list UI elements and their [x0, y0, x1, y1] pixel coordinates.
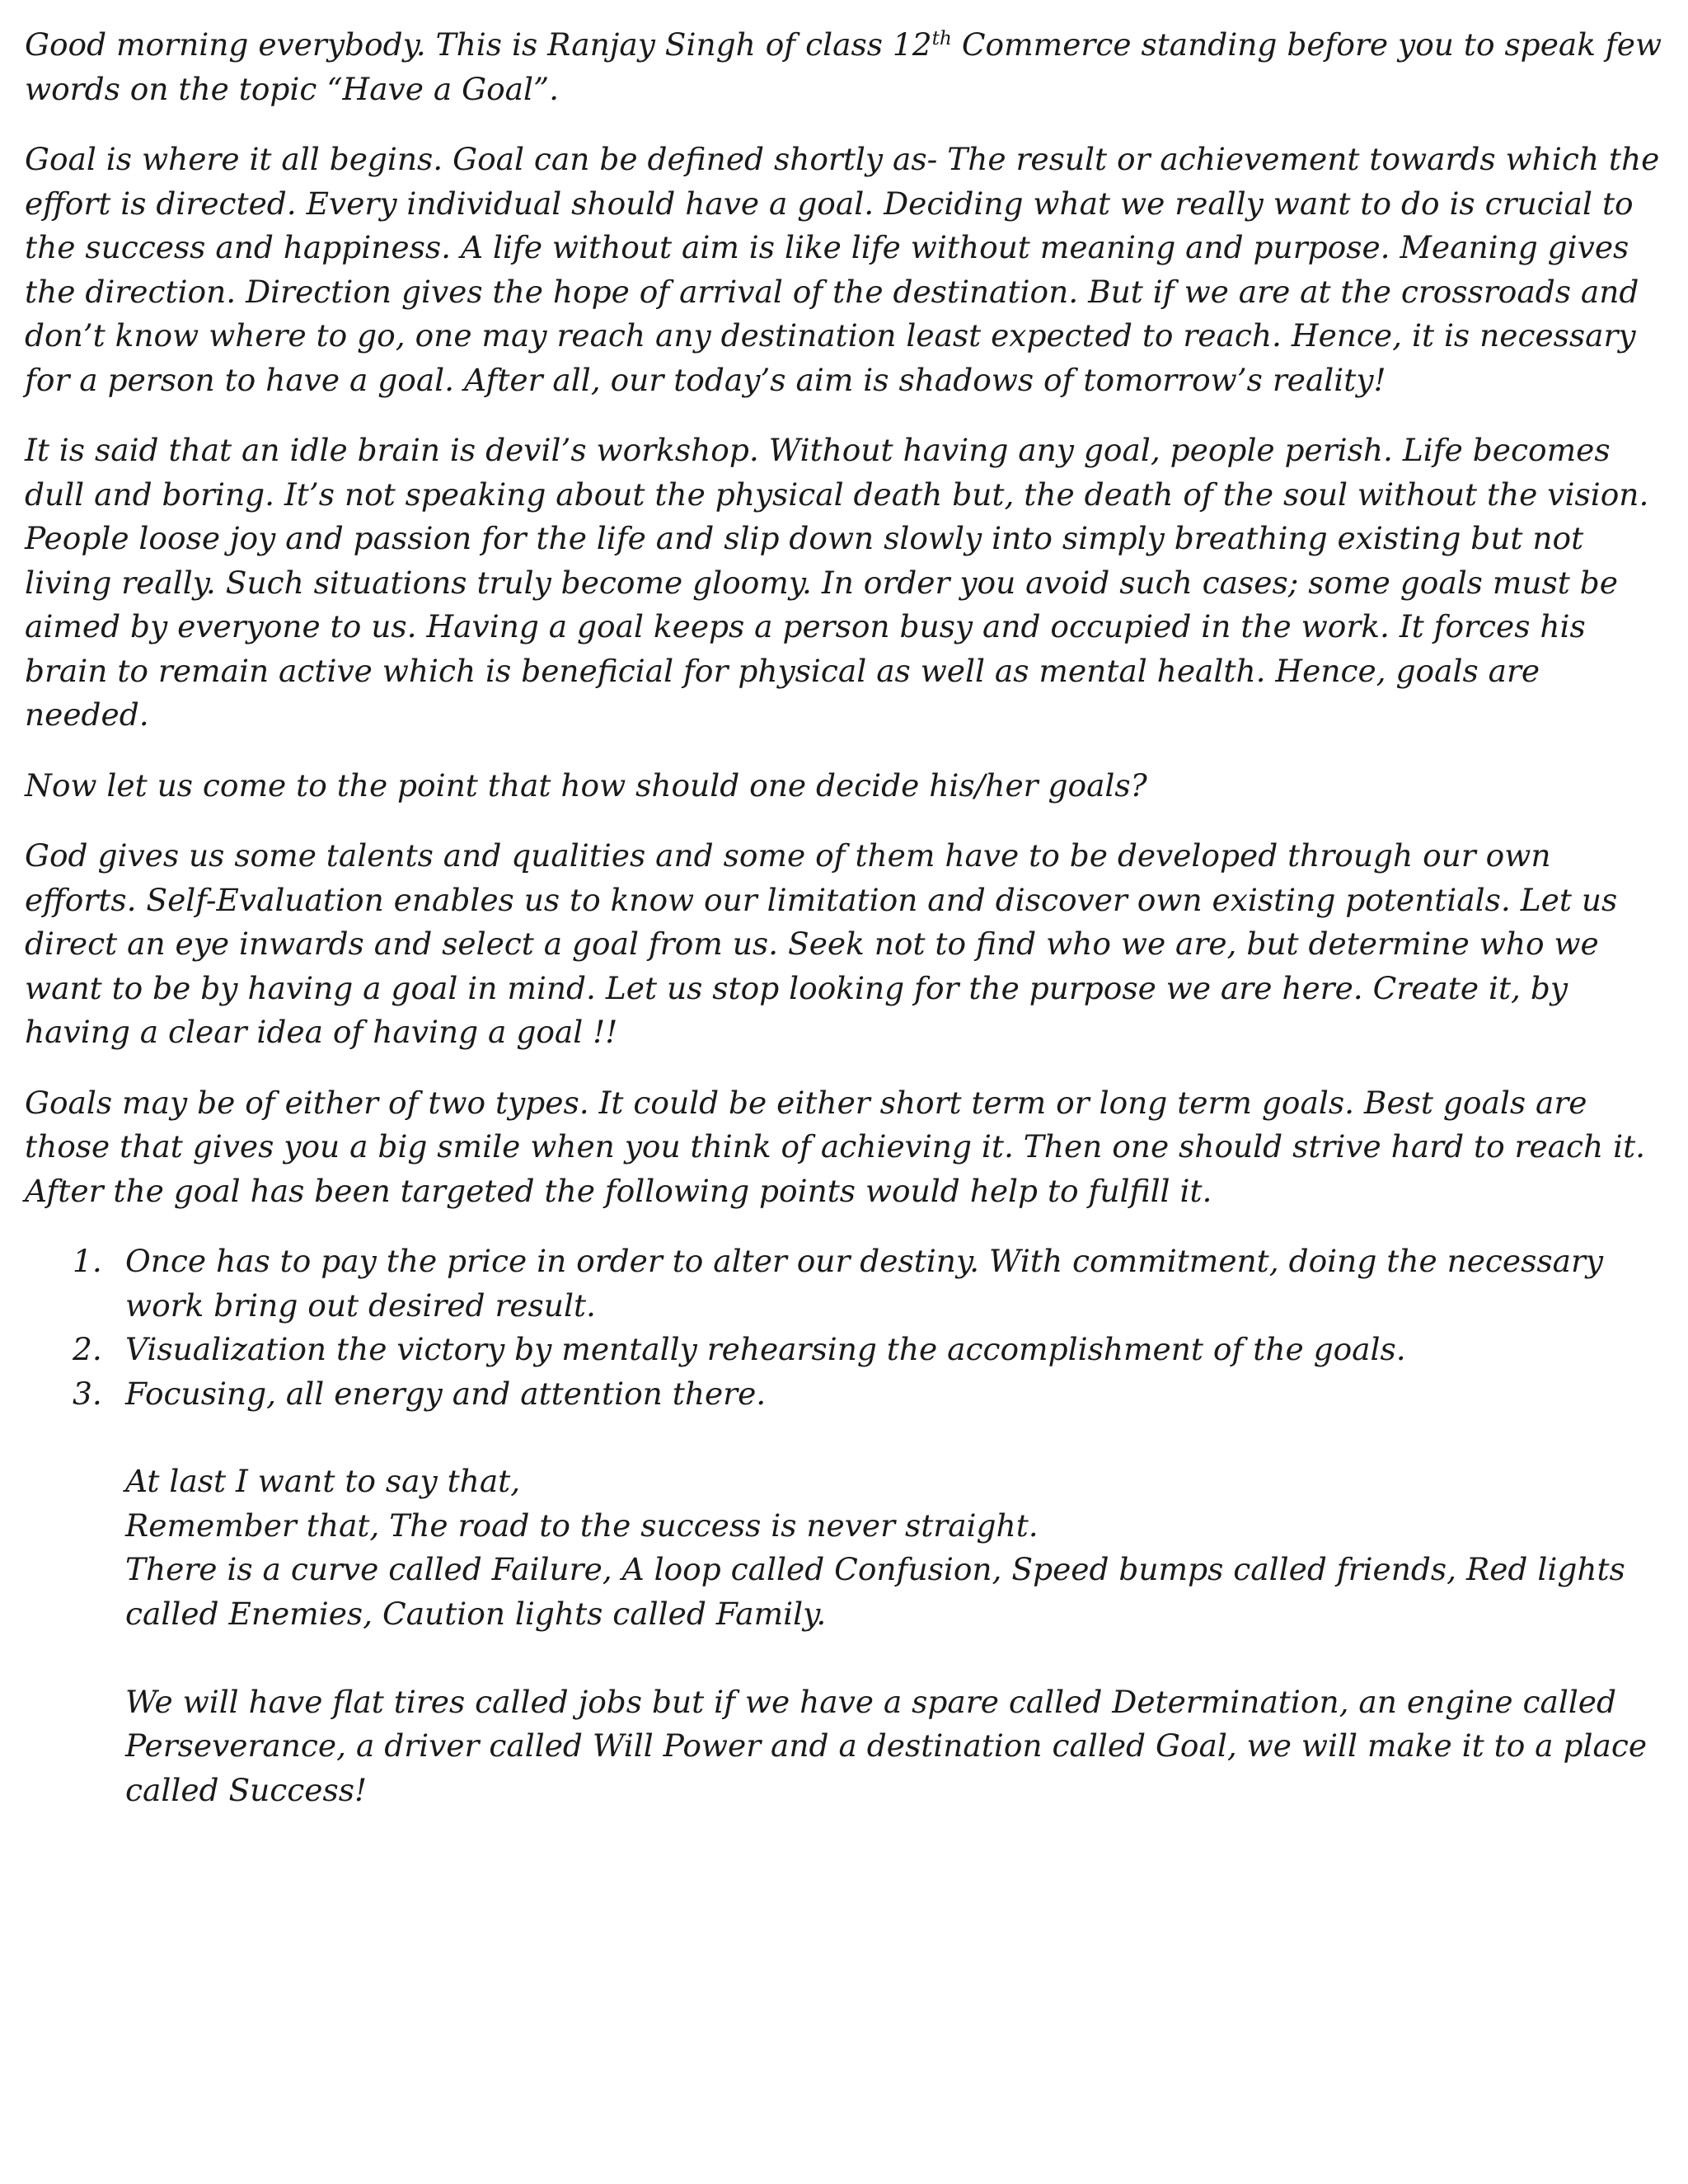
paragraph-talents: God gives us some talents and qualities and some of them have to be developed through our own efforts. Self-Evaluation enables us to know our limitation and discover own existing potentials. Let us direct an eye inwards and select a goal from us. Seek not to find who we are, but determine who we want to be by having a goal in mind. Let us stop looking for the purpose we are here. Create it, by having a clear idea of having a goal !!	[25, 837, 1618, 1050]
paragraph-goal-types: Goals may be of either of two types. It could be either short term or long term goals. Best goals are those that gives you a big smile when you think of achieving it. Then one should strive hard to reach it. After the goal has been targeted the following points would help to fulfill it.	[25, 1084, 1646, 1209]
speech-document	[25, 23, 1665, 1812]
line-spacer	[125, 1636, 1665, 1680]
points-list	[25, 1240, 1665, 1416]
list-item-text: Visualization the victory by mentally rehearsing the accomplishment of the goals.	[125, 1331, 1406, 1367]
paragraph-idle-brain: It is said that an idle brain is devil’s workshop. Without having any goal, people perish. Life becomes dull and boring. It’s not speaking about the physical death but, the death of the soul without the vision. People loose joy and passion for the life and slip down slowly into simply breathing existing but not living really. Such situations truly become gloomy. In order you avoid such cases; some goals must be aimed by everyone to us. Having a goal keeps a person busy and occupied in the work. It forces his brain to remain active which is beneficial for physical as well as mental health. Hence, goals are needed.	[25, 432, 1649, 733]
list-item	[25, 1372, 1665, 1417]
intro-text: Good morning everybody. This is Ranjay Singh of class 12	[25, 26, 932, 63]
intro-text-continued: Commerce standing before you to speak few words on the topic “Have a Goal”.	[25, 26, 1662, 107]
closing-line: There is a curve called Failure, A loop called Confusion, Speed bumps called friends, Red lights called Enemies, Caution lights called Family.	[125, 1551, 1625, 1632]
ordinal-superscript: th	[931, 27, 952, 50]
list-item-text: Once has to pay the price in order to alter our destiny. With commitment, doing the necessary work bring out desired result.	[125, 1243, 1604, 1324]
list-item	[25, 1328, 1665, 1372]
final-line: We will have flat tires called jobs but if we have a spare called Determination, an engine called Perseverance, a driver called Will Power and a destination called Goal, we will make it to a place called Success!	[125, 1683, 1648, 1808]
list-item-number: 2.	[73, 1331, 102, 1367]
list-item	[25, 1240, 1665, 1328]
closing-line: At last I want to say that,	[125, 1463, 521, 1499]
closing-line: Remember that, The road to the success is never straight.	[125, 1507, 1039, 1544]
list-item-number: 1.	[73, 1243, 102, 1279]
intro-paragraph	[25, 23, 1665, 111]
paragraph-deciding-goals: Now let us come to the point that how should one decide his/her goals?	[25, 766, 1147, 804]
list-item-number: 3.	[73, 1375, 102, 1412]
closing-block	[125, 1460, 1665, 1812]
paragraph-goal-definition: Goal is where it all begins. Goal can be defined shortly as- The result or achievement towards which the effort is directed. Every individual should have a goal. Deciding what we really want to do is crucial to the success and happiness. A life without aim is like life without meaning and purpose. Meaning gives the direction. Direction gives the hope of arrival of the destination. But if we are at the crossroads and don’t know where to go, one may reach any destination least expected to reach. Hence, it is necessary for a person to have a goal. After all, our today’s aim is shadows of tomorrow’s reality!	[25, 141, 1660, 398]
list-item-text: Focusing, all energy and attention there.	[125, 1375, 767, 1412]
